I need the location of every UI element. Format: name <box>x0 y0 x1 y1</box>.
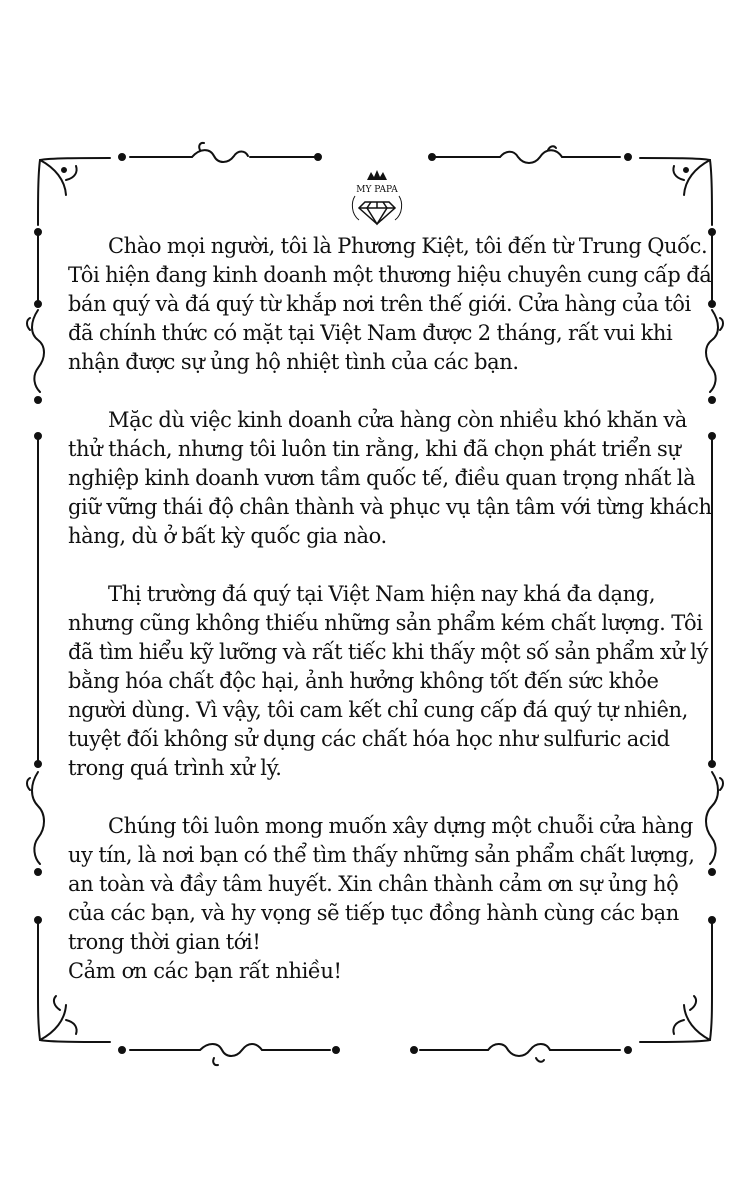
corner-ornament-bottom-right <box>640 990 712 1042</box>
letter-paragraph-2: Mặc dù việc kinh doanh cửa hàng còn nhiều khó khăn và thử thách, nhưng tôi luôn tin rằng, khi đã chọn phát triển sự nghiệp kinh doanh vươn tầm quốc tế, điều quan trọng nhất là giữ vững thái độ chân thành và phục vụ tận tâm với từng khách hàng, dù ở bất kỳ quốc gia nào. <box>68 408 712 548</box>
letter-paragraph-1: Chào mọi người, tôi là Phương Kiệt, tôi đến từ Trung Quốc. Tôi hiện đang kinh doanh một thương hiệu chuyên cung cấp đá bán quý và đá quý từ khắp nơi trên thế giới. Cửa hàng của tôi đã chính thức có mặt tại Việt Nam được 2 tháng, rất vui khi nhận được sự ủng hộ nhiệt tình của các bạn. <box>68 234 712 374</box>
brand-logo <box>337 166 417 230</box>
letter-paragraph-4: Chúng tôi luôn mong muốn xây dựng một chuỗi cửa hàng uy tín, là nơi bạn có thể tìm thấy những sản phẩm chất lượng, an toàn và đầy tâm huyết. Xin chân thành cảm ơn sự ủng hộ của các bạn, và hy vọng sẽ tiếp tục đồng hành cùng các bạn trong thời gian tới! <box>68 814 695 954</box>
letter-closing: Cảm ơn các bạn rất nhiều! <box>68 959 342 983</box>
corner-ornament-bottom-left <box>38 990 110 1042</box>
diamond-crown-icon <box>359 202 395 224</box>
corner-ornament-top-right <box>640 158 712 225</box>
logo-text: MY PAPA <box>356 185 398 195</box>
corner-ornament-top-left <box>38 158 110 225</box>
top-border-flourish-right <box>429 146 631 163</box>
left-border-ornaments <box>27 229 44 990</box>
bottom-border-flourish-right <box>411 1044 631 1062</box>
top-border-flourish-left <box>119 143 321 162</box>
letter-paragraph-3: Thị trường đá quý tại Việt Nam hiện nay khá đa dạng, nhưng cũng không thiếu những sản phẩm kém chất lượng. Tôi đã tìm hiểu kỹ lưỡng và rất tiếc khi thấy một số sản phẩm xử lý bằng hóa chất độc hại, ảnh hưởng không tốt đến sức khỏe người dùng. Vì vậy, tôi cam kết chỉ cung cấp đá quý tự nhiên, tuyệt đối không sử dụng các chất hóa học như sulfuric acid trong quá trình xử lý. <box>68 582 708 780</box>
letter-body <box>68 232 718 986</box>
crown-icon <box>367 170 387 180</box>
bottom-border-flourish-left <box>119 1044 339 1065</box>
